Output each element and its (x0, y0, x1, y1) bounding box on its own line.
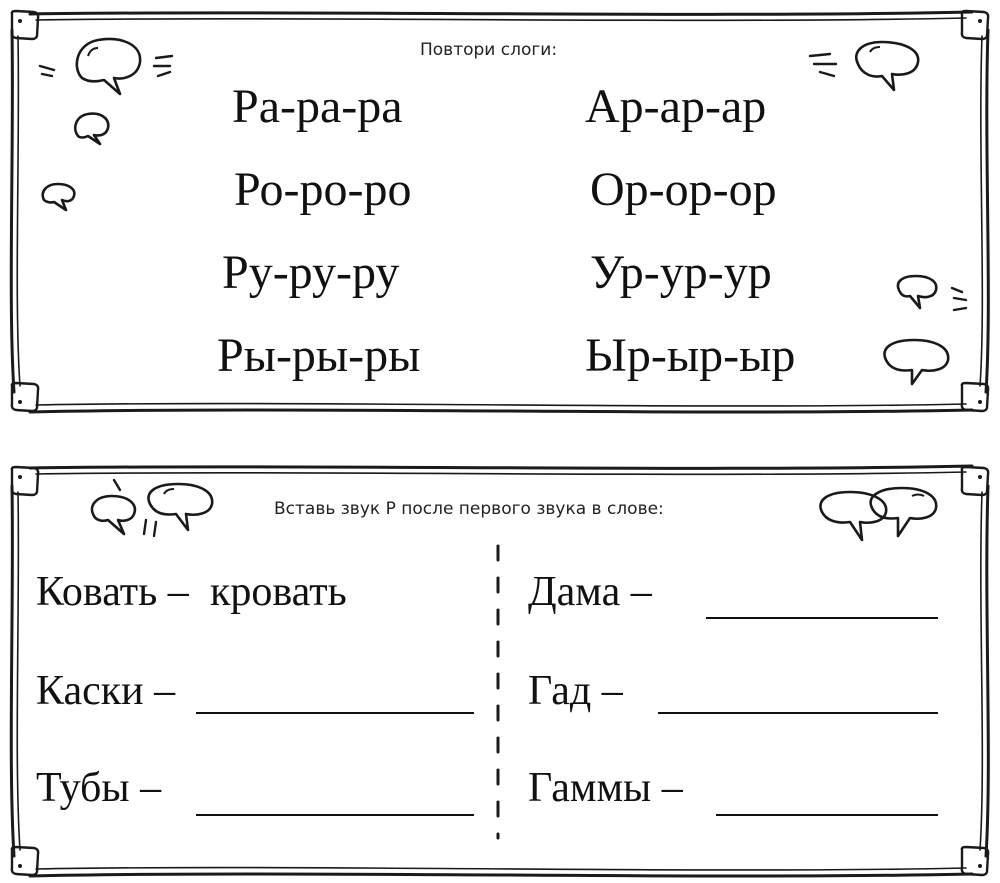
column-divider (490, 542, 506, 842)
corner-square-icon (958, 844, 992, 878)
sound-lines-icon (110, 476, 130, 496)
corner-square-icon (8, 380, 42, 414)
word-prompt: Каски – (36, 668, 176, 714)
answer-line[interactable] (706, 617, 938, 619)
word-prompt: Гаммы – (528, 765, 683, 811)
syllable-left-2: Ро-ро-ро (234, 163, 412, 216)
speech-bubble-icon (892, 270, 942, 312)
insert-sound-card (0, 458, 1000, 883)
speech-bubble-icon (848, 34, 928, 96)
sound-lines-icon (36, 58, 66, 82)
syllable-right-4: Ыр-ыр-ыр (585, 329, 796, 382)
word-prompt: Дама – (528, 569, 652, 615)
instruction-text: Вставь звук Р после первого звука в слове: (274, 499, 664, 519)
syllable-left-1: Ра-ра-ра (232, 80, 403, 133)
syllable-left-3: Ру-ру-ру (222, 246, 400, 299)
syllable-right-3: Ур-ур-ур (590, 246, 772, 299)
corner-square-icon (8, 464, 42, 498)
corner-square-icon (8, 8, 42, 42)
sound-lines-icon (140, 516, 166, 540)
speech-bubble-icon (876, 332, 956, 390)
instruction-text: Повтори слоги: (420, 40, 558, 60)
speech-bubble-icon (862, 482, 944, 542)
sound-lines-icon (948, 282, 974, 316)
corner-square-icon (8, 844, 42, 878)
answer-line[interactable] (196, 814, 474, 816)
word-answer: кровать (210, 569, 347, 615)
speech-bubble-icon (38, 178, 82, 216)
syllable-right-2: Ор-ор-ор (590, 163, 777, 216)
sound-lines-icon (150, 52, 178, 82)
syllable-left-4: Ры-ры-ры (217, 329, 421, 382)
answer-line[interactable] (658, 712, 938, 714)
syllable-right-1: Ар-ар-ар (585, 80, 767, 133)
corner-square-icon (958, 464, 992, 498)
word-prompt: Гад – (528, 668, 623, 714)
corner-square-icon (958, 380, 992, 414)
sound-lines-icon (806, 50, 842, 80)
word-prompt: Ковать – (36, 569, 189, 615)
speech-bubble-icon (70, 108, 116, 148)
speech-bubble-icon (68, 28, 148, 98)
corner-square-icon (958, 8, 992, 42)
syllables-card (0, 0, 1000, 420)
word-prompt: Тубы – (36, 765, 162, 811)
answer-line[interactable] (716, 814, 938, 816)
answer-line[interactable] (196, 712, 474, 714)
